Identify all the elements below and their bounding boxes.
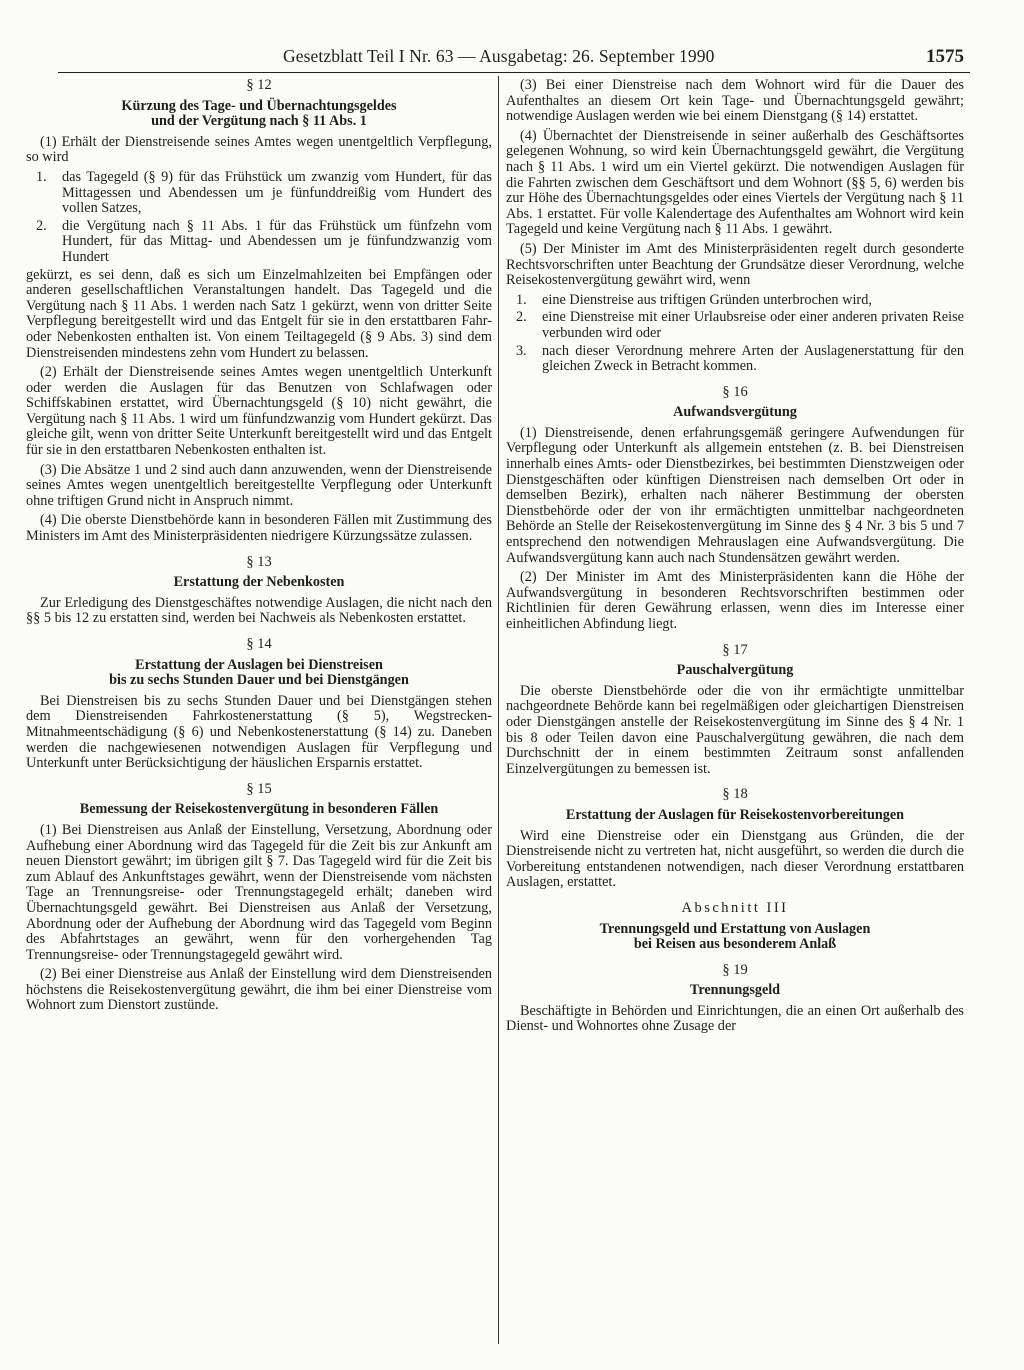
section-heading-16: Aufwandsvergütung (673, 404, 797, 421)
list-text: nach dieser Verordnung mehrere Arten der Auslagenerstattung für den gleichen Zweck in Betracht kommen. (542, 342, 964, 375)
list-item (26, 170, 492, 217)
section-heading-15: Bemessung der Reisekostenvergütung in besonderen Fällen (79, 801, 439, 818)
paragraph: (1) Dienstreisende, denen erfahrungsgemäß geringere Aufwendungen für Verpflegung oder Unterkunft als allgemein entstehen (z. B. bei Dienstreisen innerhalb eines Amts- oder Dienstbezirkes, bei bestimmten Dienstzweigen oder Dienstgeschäften oder künftigen Dienstreisen nach demselben Ort oder in demselben Bezirk), erhalten nach näherer Bestimmung der obersten Dienstbehörde oder der von ihr ermächtigten unmittelbar nachgeordneten Behörde an Stelle der Reisekostenvergütung im Sinne des § 4 Nr. 3 bis 5 und 7 entsprechend den notwendigen Mehrauslagen eine Aufwandsvergütung. Die Aufwandsvergütung kann auch nach Stundensätzen gewährt werden. (506, 424, 964, 566)
paragraph: Zur Erledigung des Dienstgeschäftes notwendige Auslagen, die nicht nach den §§ 5 bis 12 zu erstatten sind, werden bei Nachweis als Nebenkosten erstattet. (26, 594, 492, 627)
section-number-17: § 17 (722, 641, 748, 658)
section-heading-12-line2: und der Vergütung nach § 11 Abs. 1 (151, 113, 367, 130)
list-number: 2. (516, 309, 527, 326)
section-number-15: § 15 (246, 780, 272, 797)
section-number-18: § 18 (722, 786, 748, 803)
section-heading-14-line1: Erstattung der Auslagen bei Dienstreisen (135, 656, 383, 673)
list-item (506, 293, 964, 309)
page-header (58, 42, 970, 73)
chapter-label: Abschnitt III (681, 899, 789, 916)
section-heading-19: Trennungsgeld (689, 982, 781, 999)
paragraph: (2) Der Minister im Amt des Ministerpräsidenten kann die Höhe der Aufwandsvergütung in besonderen Rechtsvorschriften bestimmen oder Richtlinien für deren Gewährung erlassen, wenn dies im Interesse einer einheitlichen Abfindung liegt. (506, 569, 964, 632)
list-number: 1. (516, 291, 527, 308)
chapter-heading-line2: bei Reisen aus besonderem Anlaß (633, 936, 837, 953)
list-item (506, 310, 964, 341)
section-heading-14-line2: bis zu sechs Stunden Dauer und bei Dienstgängen (109, 672, 409, 689)
paragraph: (2) Erhält der Dienstreisende seines Amtes wegen unentgeltlich Unterkunft oder werden die Auslagen für das Benutzen von Schlafwagen oder Schiffskabinen erstattet, wird Übernachtungsgeld (§ 10) nicht gewährt, die Vergütung nach § 11 Abs. 1 wird um fünfundzwanzig vom Hundert gekürzt. Das gleiche gilt, wenn von dritter Seite Unterkunft bereitgestellt wird und das Entgelt für sie in den erstattbaren Nebenkosten enthalten ist. (26, 364, 492, 459)
paragraph: Bei Dienstreisen bis zu sechs Stunden Dauer und bei Dienstgängen stehen dem Dienstreisenden Fahrkostenerstattung (§ 5), Wegstrecken-Mitnahmeentschädigung (§ 6) und Nebenkostenerstattung (§ 14) zu. Daneben werden die nachgewiesenen notwendigen Auslagen für Verpflegung und Unterkunft unter Berücksichtigung der häuslichen Ersparnis erstattet. (26, 692, 492, 772)
section-number-16: § 16 (722, 383, 748, 400)
paragraph: (3) Die Absätze 1 und 2 sind auch dann anzuwenden, wenn der Dienstreisende seines Amtes wegen unentgeltlich bereitgestellte Verpflegung oder Unterkunft ohne triftigen Grund nicht in Anspruch nimmt. (26, 461, 492, 509)
paragraph: (5) Der Minister im Amt des Ministerpräsidenten regelt durch gesonderte Rechtsvorschriften unter Beachtung der Grundsätze dieser Verordnung, welche Reisekostenvergütung gewährt wird, wenn (506, 240, 964, 289)
gazette-header-title: Gesetzblatt Teil I Nr. 63 — Ausgabetag: 26. September 1990 (283, 46, 715, 66)
paragraph: (4) Übernachtet der Dienstreisende in seiner außerhalb des Geschäftsortes gelegenen Wohnung, so wird kein Übernachtungsgeld gewährt, die Vergütung nach § 11 Abs. 1 wird um ein Viertel gekürzt. Die notwendigen Auslagen für die Fahrten zwischen dem Geschäftsort und dem Wohnort (§§ 5, 6) werden bis zur Höhe des Übernachtungsgeldes oder eines Viertels der Vergütung nach § 11 Abs. 1 erstattet. Für volle Kalendertage des Aufenthaltes am Wohnort wird kein Tagegeld und keine Vergütung nach § 11 Abs. 1 gewährt. (506, 127, 964, 238)
section-number-19: § 19 (722, 961, 748, 978)
list-number: 1. (36, 168, 47, 185)
list-item (506, 344, 964, 375)
paragraph: Wird eine Dienstreise oder ein Dienstgang aus Gründen, die der Dienstreisende nicht zu vertreten hat, nicht ausgeführt, so werden die durch die Vorbereitung entstandenen notwendigen, nach dieser Verordnung erstattbaren Auslagen, erstattet. (506, 827, 964, 891)
paragraph: (4) Die oberste Dienstbehörde kann in besonderen Fällen mit Zustimmung des Ministers im Amt des Ministerpräsidenten niedrigere Kürzungssätze zulassen. (26, 512, 492, 545)
column-divider (498, 76, 499, 1344)
paragraph: (1) Bei Dienstreisen aus Anlaß der Einstellung, Versetzung, Abordnung oder Aufhebung einer Abordnung wird das Tagegeld für die Zeit bis zur Ankunft am neuen Dienstort gewährt; im übrigen gilt § 7. Das Tagegeld wird für die Zeit bis zum Ablauf des Ankunftstages gewährt, wenn der Dienstreisende vom nächsten Tage an Trennungsreise- oder Trennungstagegeld erhält; daneben wird Übernachtungsgeld gewährt. Bei Dienstreisen aus Anlaß der Versetzung, Abordnung oder der Aufhebung der Abordnung wird das Tagegeld vom Beginn des Abfahrtstages an gewährt, wenn für den vorhergehenden Tag Trennungsreise- oder Trennungstagegeld gewährt wird. (26, 821, 492, 963)
paragraph: (1) Erhält der Dienstreisende seines Amtes wegen unentgeltlich Verpflegung, so wird (26, 133, 492, 166)
right-column (506, 78, 964, 1039)
list-text: das Tagegeld (§ 9) für das Frühstück um zwanzig vom Hundert, für das Mittagessen und Abendessen um je fünfunddreißig vom Hundert des vollen Satzes, (62, 168, 492, 217)
list-number: 2. (36, 217, 47, 234)
page-number: 1575 (926, 46, 964, 67)
list-text: eine Dienstreise aus triftigen Gründen unterbrochen wird, (542, 291, 872, 308)
section-number-12: § 12 (246, 77, 272, 93)
list-number: 3. (516, 342, 527, 359)
section-number-13: § 13 (246, 553, 272, 570)
paragraph: Die oberste Dienstbehörde oder die von ihr ermächtigte unmittelbar nachgeordnete Behörde kann bei regelmäßigen oder gleichartigen Dienstreisen oder Dienstgängen anstelle der Reisekostenvergütung im Sinne des § 4 Nr. 1 bis 8 oder Teilen davon eine Pauschalvergütung gewähren, die nach dem Durchschnitt der in einem bestimmten Zeitraum sonst anfallenden Einzelvergütungen zu bemessen ist. (506, 682, 964, 777)
section-heading-12-line1: Kürzung des Tage- und Übernachtungsgeldes (121, 97, 397, 114)
left-column (26, 78, 492, 1018)
chapter-heading-line1: Trennungsgeld und Erstattung von Auslagen (599, 920, 871, 937)
paragraph: (2) Bei einer Dienstreise aus Anlaß der Einstellung wird dem Dienstreisenden höchstens die Reisekostenvergütung gewährt, die ihm bei einer Dienstreise vom Wohnort zum Dienstort zustünde. (26, 966, 492, 1014)
section-heading-18: Erstattung der Auslagen für Reisekostenvorbereitungen (565, 806, 905, 823)
paragraph: (3) Bei einer Dienstreise nach dem Wohnort wird für die Dauer des Aufenthaltes an diesem Ort kein Tage- und Übernachtungsgeld gewährt; notwendige Auslagen werden wie bei einem Dienstgang (§ 14) erstattet. (506, 77, 964, 125)
section-number-14: § 14 (246, 636, 272, 652)
list-text: eine Dienstreise mit einer Urlaubsreise oder einer anderen privaten Reise verbunden wird oder (542, 309, 964, 341)
list-text: die Vergütung nach § 11 Abs. 1 für das Frühstück um fünfzehn vom Hundert, für das Mittag- und Abendessen um je fünfundzwanzig vom Hundert (62, 217, 492, 265)
paragraph-continuation: gekürzt, es sei denn, daß es sich um Einzelmahlzeiten bei Empfängen oder anderen gesellschaftlichen Veranstaltungen handelt. Das Tagegeld und die Vergütung nach § 11 Abs. 1 werden nach Satz 1 gekürzt, wenn von dritter Seite Verpflegung bereitgestellt wird und das Entgelt für sie in den erstattbaren Fahr- oder Nebenkosten enthalten ist. Von einem Teiltagegeld (§ 9 Abs. 3) sind dem Dienstreisenden mindestens zehn vom Hundert zu belassen. (26, 266, 492, 361)
paragraph: Beschäftigte in Behörden und Einrichtungen, die an einen Ort außerhalb des Dienst- und Wohnortes ohne Zusage der (506, 1002, 964, 1035)
section-heading-13: Erstattung der Nebenkosten (173, 574, 345, 591)
section-heading-17: Pauschalvergütung (676, 662, 794, 679)
list-item (26, 219, 492, 266)
